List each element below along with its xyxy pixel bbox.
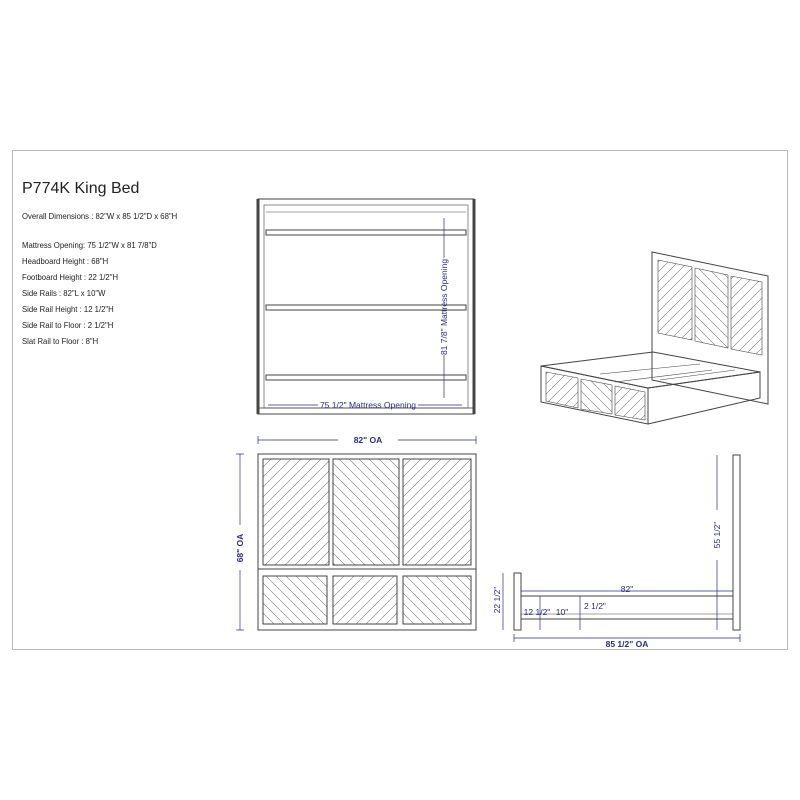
front-headboard-panel-3 [403, 459, 471, 565]
front-footboard-panel-3 [403, 576, 471, 624]
dim-mattress-depth: 81 7/8" Mattress Opening [439, 258, 449, 356]
front-headboard-panel-2 [333, 459, 399, 565]
dim-side-rail-height: 12 1/2" [523, 607, 551, 617]
dim-mattress-width: 75 1/2" Mattress Opening [319, 400, 417, 410]
top-view-slat-2 [266, 305, 466, 310]
front-headboard-panel-1 [263, 459, 329, 565]
isometric-view [541, 252, 768, 424]
product-title: P774K King Bed [22, 180, 140, 197]
dim-overall-width: 82" OA [353, 435, 383, 445]
dim-overall-height: 68" OA [235, 533, 245, 563]
spec-slat-rail-to-floor: Slat Rail to Floor : 8"H [22, 336, 99, 346]
spec-side-rail-height: Side Rail Height : 12 1/2"H [22, 304, 114, 314]
spec-footboard-height: Footboard Height : 22 1/2"H [22, 272, 119, 282]
top-view-slat-3 [266, 375, 466, 380]
spec-mattress-opening: Mattress Opening: 75 1/2"W x 81 7/8"D [22, 240, 157, 250]
dim-rail-to-floor: 2 1/2" [584, 601, 606, 611]
spec-side-rail-to-floor: Side Rail to Floor : 2 1/2"H [22, 320, 114, 330]
dim-rail-length: 82" [620, 584, 634, 594]
side-view [514, 455, 740, 630]
front-footboard-panel-2 [333, 576, 397, 624]
front-footboard-panel-1 [263, 576, 327, 624]
dim-footboard-height: 22 1/2" [492, 586, 502, 614]
top-view-dimensions [268, 218, 462, 405]
spec-overall-dimensions: Overall Dimensions : 82"W x 85 1/2"D x 68"H [22, 211, 178, 221]
side-rail [521, 596, 733, 619]
dim-headboard-height: 55 1/2" [712, 521, 722, 549]
spec-headboard-height: Headboard Height : 68"H [22, 256, 109, 266]
side-headboard-post [733, 455, 740, 630]
top-view-slat-1 [266, 230, 466, 235]
front-view [258, 454, 476, 630]
spec-side-rails: Side Rails : 82"L x 10"W [22, 288, 106, 298]
side-footboard-post [514, 573, 521, 630]
dim-overall-depth: 85 1/2" OA [605, 639, 649, 649]
dim-side-rail-width: 10" [555, 607, 569, 617]
